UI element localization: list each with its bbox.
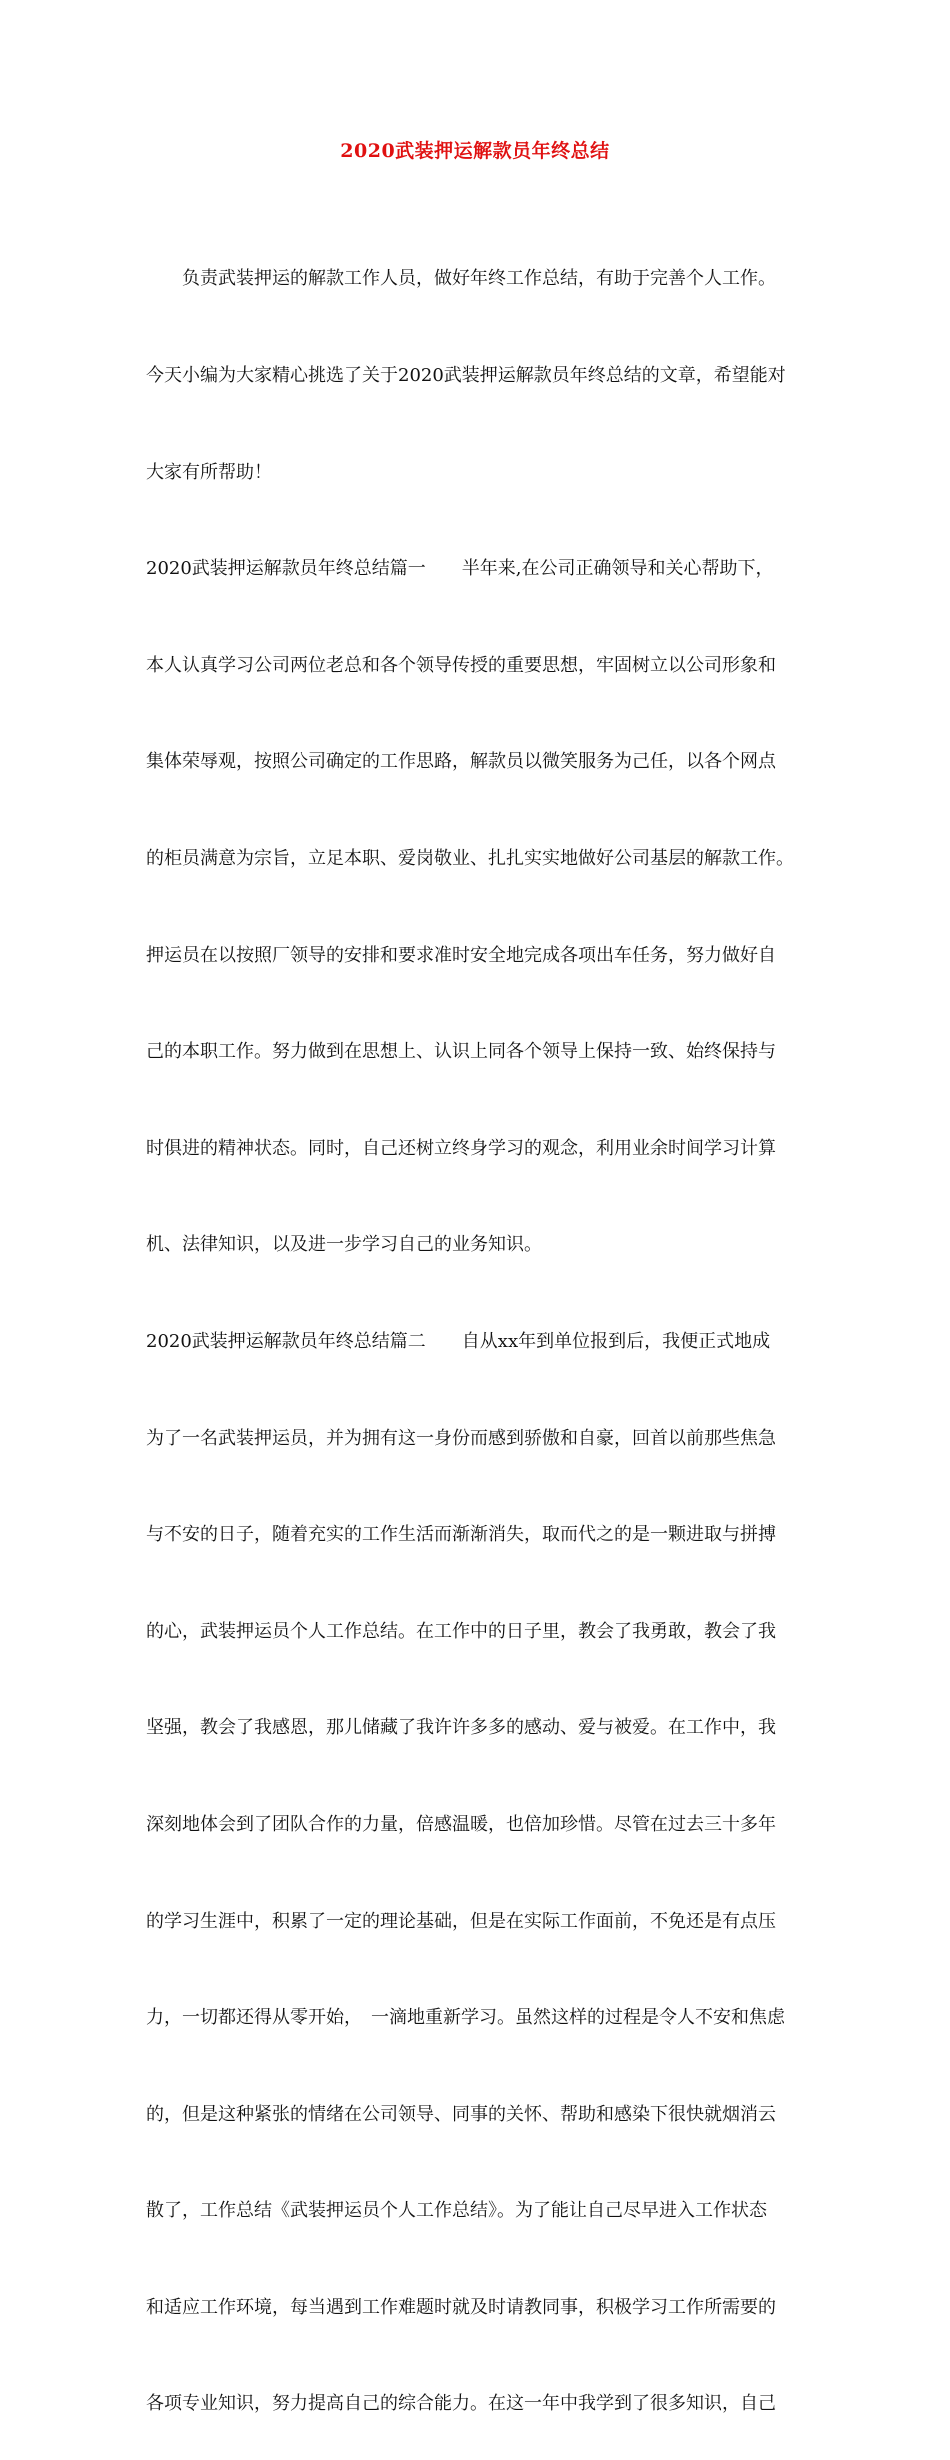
body-line: 为了一名武装押运员，并为拥有这一身份而感到骄傲和自豪，回首以前那些焦急 [146,1427,776,1449]
body-line: 和适应工作环境，每当遇到工作难题时就及时请教同事，积极学习工作所需要的 [146,2296,776,2318]
body-line: 的心，武装押运员个人工作总结。在工作中的日子里，教会了我勇敢，教会了我 [146,1620,776,1642]
document-body [146,199,816,2460]
body-line: 的，但是这种紧张的情绪在公司领导、同事的关怀、帮助和感染下很快就烟消云 [146,2103,776,2125]
body-line: 散了，工作总结《武装押运员个人工作总结》。为了能让自己尽早进入工作状态 [146,2200,767,2222]
body-line: 机、法律知识，以及进一步学习自己的业务知识。 [146,1234,542,1256]
body-line: 的学习生涯中，积累了一定的理论基础，但是在实际工作面前，不免还是有点压 [146,1910,776,1932]
body-line: 的柜员满意为宗旨，立足本职、爱岗敬业、扎扎实实地做好公司基层的解款工作。 [146,847,794,869]
body-line: 大家有所帮助！ [146,461,272,483]
body-line: 本人认真学习公司两位老总和各个领导传授的重要思想，牢固树立以公司形象和 [146,654,776,676]
body-line: 负责武装押运的解款工作人员，做好年终工作总结，有助于完善个人工作。 [146,268,776,290]
body-line: 2020武装押运解款员年终总结篇二 自从xx年到单位报到后，我便正式地成 [146,1330,771,1352]
body-line: 各项专业知识，努力提高自己的综合能力。在这一年中我学到了很多知识，自己 [146,2393,776,2415]
body-line: 时俱进的精神状态。同时，自己还树立终身学习的观念，利用业余时间学习计算 [146,1137,776,1159]
body-line: 深刻地体会到了团队合作的力量，倍感温暖，也倍加珍惜。尽管在过去三十多年 [146,1813,776,1835]
body-line: 今天小编为大家精心挑选了关于2020武装押运解款员年终总结的文章，希望能对 [146,365,786,386]
document-title: 2020武装押运解款员年终总结 [340,140,610,162]
body-line: 与不安的日子，随着充实的工作生活而渐渐消失，取而代之的是一颗进取与拼搏 [146,1524,776,1546]
body-line: 坚强，教会了我感恩，那儿储藏了我许许多多的感动、爱与被爱。在工作中，我 [146,1717,776,1739]
body-line: 集体荣辱观，按照公司确定的工作思路，解款员以微笑服务为己任，以各个网点 [146,751,776,773]
body-line: 力，一切都还得从零开始， 一滴地重新学习。虽然这样的过程是令人不安和焦虑 [146,2007,785,2029]
body-line: 2020武装押运解款员年终总结篇一 半年来,在公司正确领导和关心帮助下， [146,558,774,580]
body-line: 押运员在以按照厂领导的安排和要求准时安全地完成各项出车任务，努力做好自 [146,944,776,966]
body-line: 己的本职工作。努力做到在思想上、认识上同各个领导上保持一致、始终保持与 [146,1041,776,1063]
